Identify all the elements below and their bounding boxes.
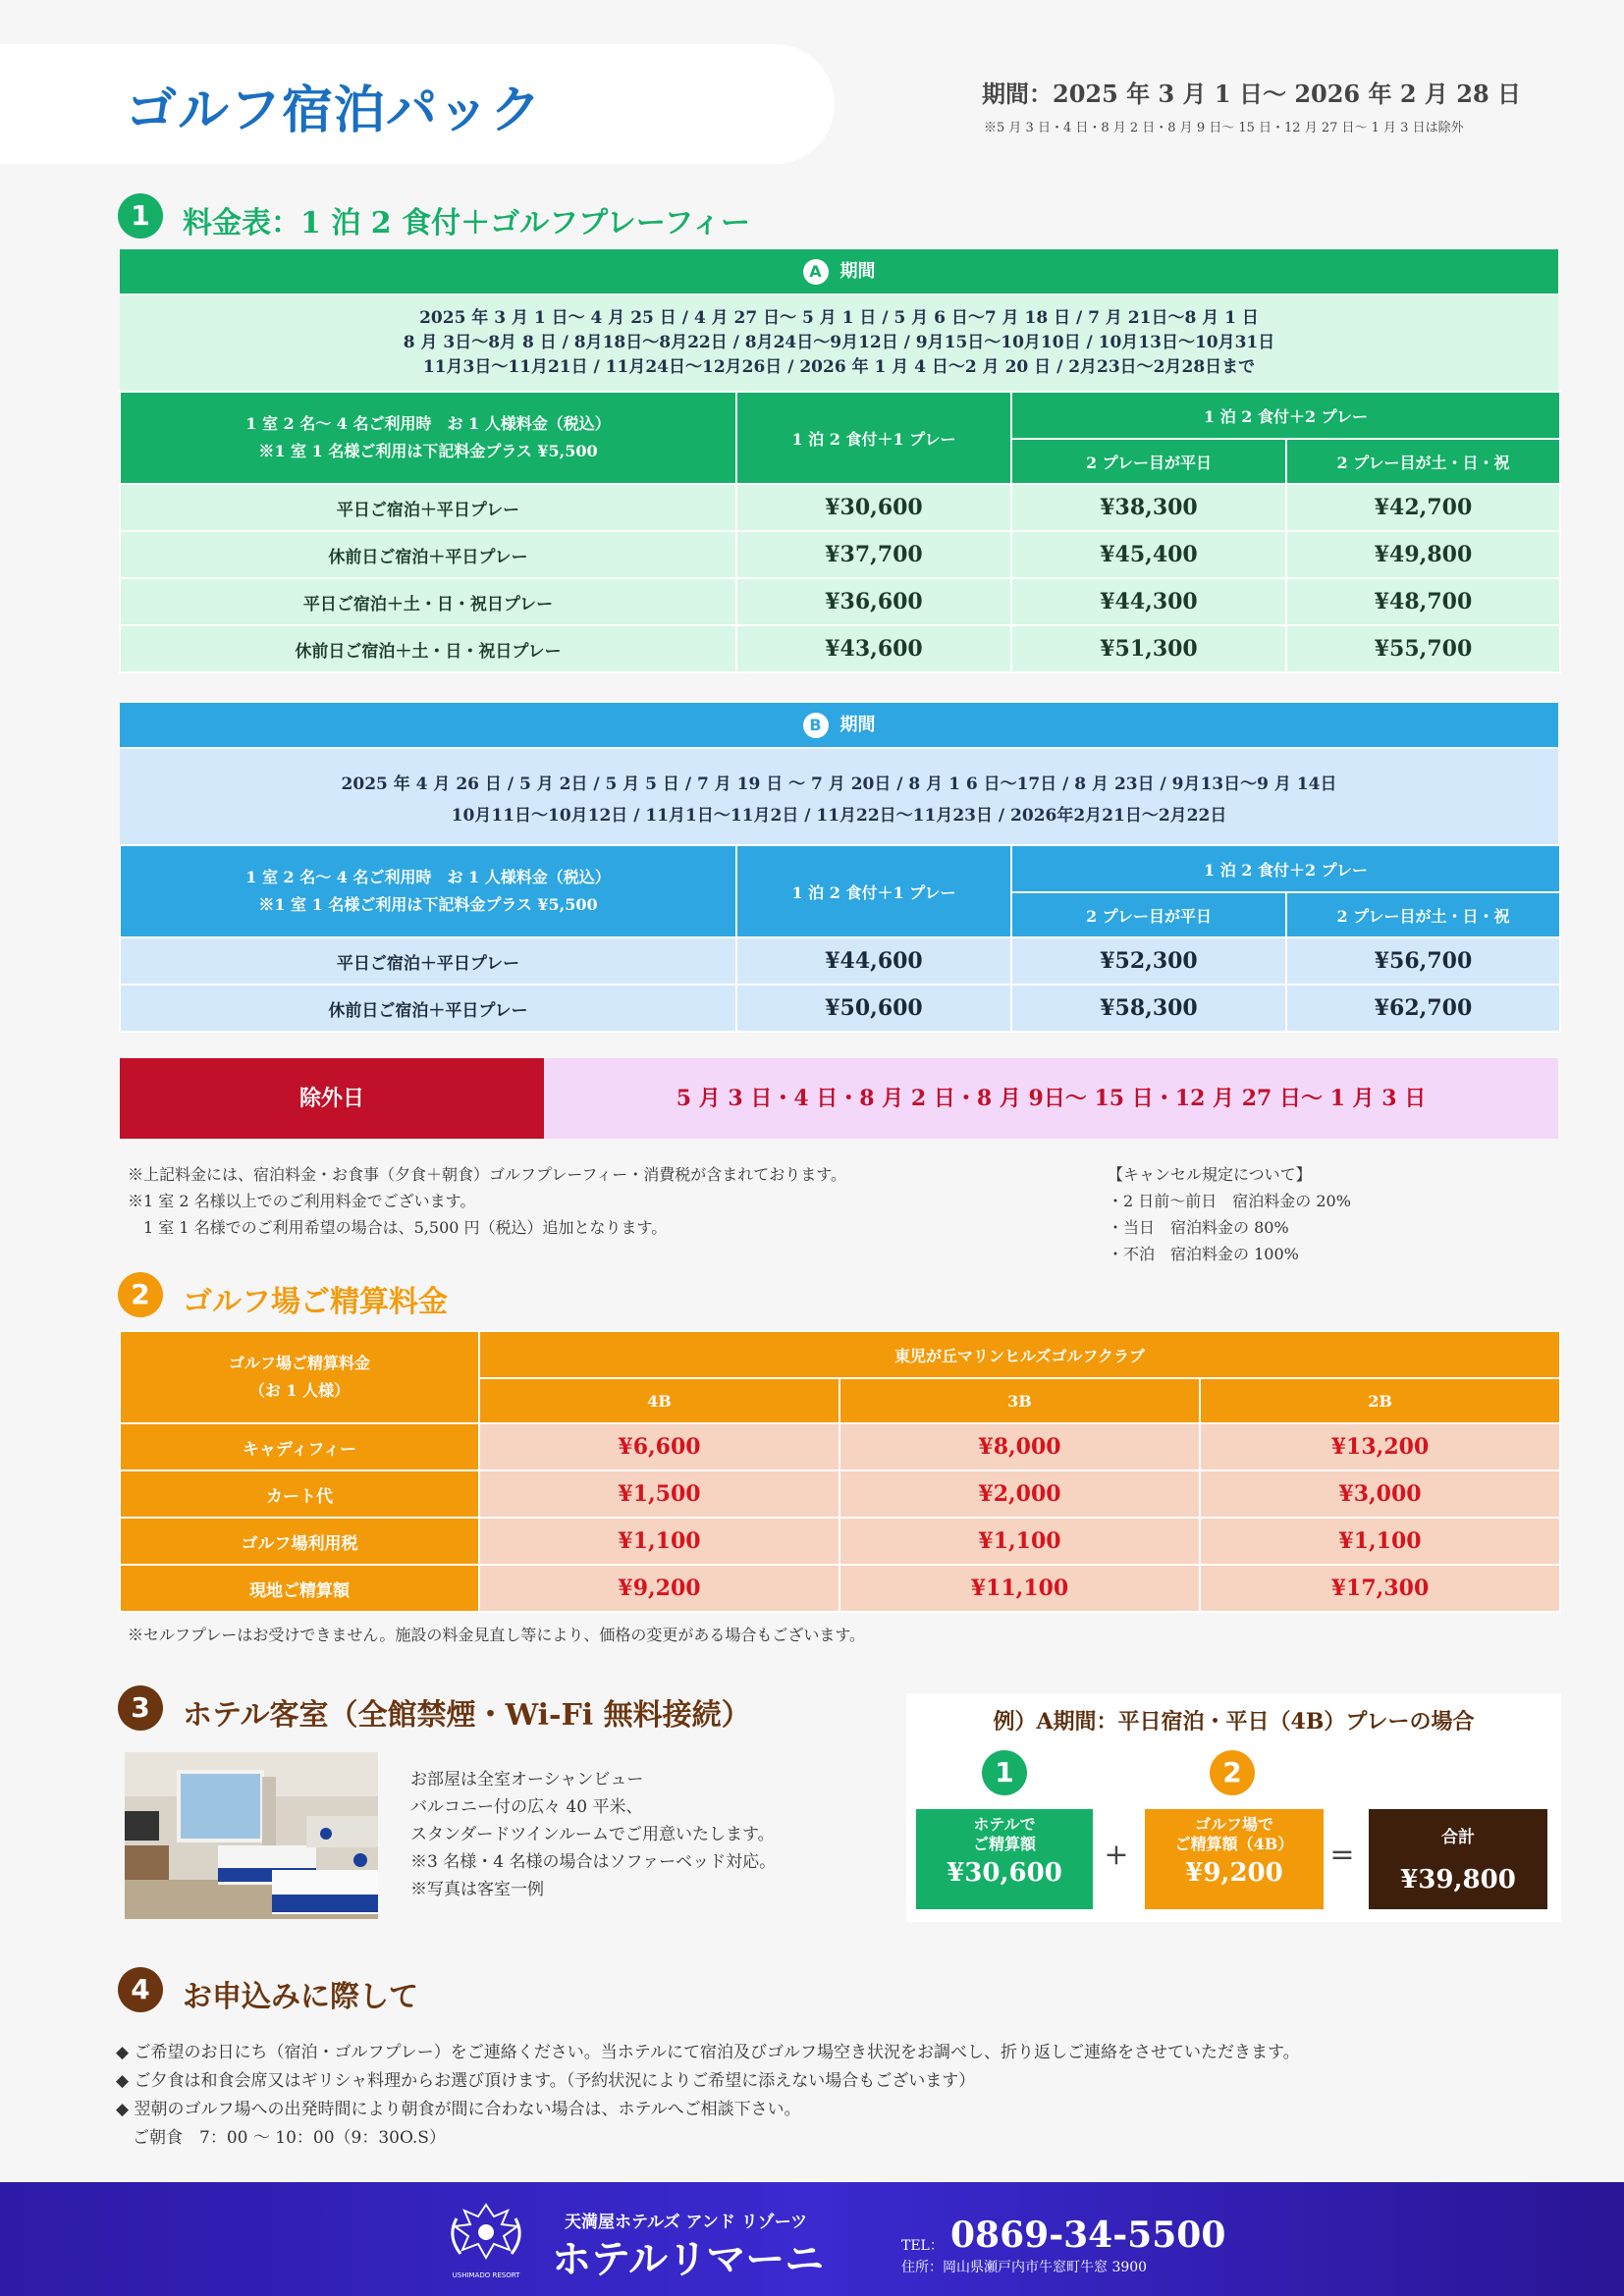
rate-b-head-weekday: 2 プレー目が平日: [1011, 892, 1286, 937]
room-desc-line: お部屋は全室オーシャンビュー: [410, 1770, 644, 1789]
golf-fee: ¥3,000: [1200, 1470, 1560, 1518]
golf-payment-value: ¥9,200: [1185, 1858, 1283, 1888]
golf-fee: ¥6,600: [479, 1423, 839, 1470]
note-line: 1 室 1 名様でのご利用希望の場合は、5,500 円（税込）追加となります。: [128, 1218, 668, 1237]
rate-a-head-one-play: 1 泊 2 食付＋1 プレー: [736, 392, 1011, 484]
golf-col-header: 3B: [839, 1378, 1200, 1423]
golf-club-name: 東児が丘マリンヒルズゴルフクラブ: [479, 1331, 1560, 1378]
period-b-band: [120, 703, 1558, 747]
total-box: [1369, 1809, 1547, 1909]
period-b-label: 期間: [839, 715, 876, 735]
rate-b-head-left-line2: ※1 室 1 名様ご利用は下記料金プラス ¥5,500: [258, 895, 598, 914]
period-a-date-line: 2025 年 3 月 1 日～ 4 月 25 日 / 4 月 27 日～ 5 月 1 日 / 5 月 6 日～7 月 18 日 / 7 月 21日～8 月 1 日: [419, 308, 1259, 328]
application-line: ◆ 翌朝のゴルフ場への出発時間により朝食が間に合わない場合は、ホテルへご相談下さい。: [116, 2100, 801, 2119]
golf-payment-label: ゴルフ場で: [1194, 1815, 1273, 1834]
golf-fee: ¥8,000: [839, 1423, 1200, 1470]
hotel-payment-label: ホテルで: [973, 1815, 1036, 1834]
rate-a-head-left-line2: ※1 室 1 名様ご利用は下記料金プラス ¥5,500: [258, 442, 598, 460]
hotel-name: ホテルリマーニ: [552, 2236, 825, 2282]
rate-price: ¥51,300: [1011, 625, 1286, 672]
table-row: [120, 1565, 1560, 1612]
section-number-2: 2: [118, 1272, 163, 1317]
rate-price: ¥50,600: [736, 985, 1011, 1032]
note-line: ※1 室 2 名様以上でのご利用料金でございます。: [128, 1192, 476, 1210]
application-line: ◆ ご夕食は和食会席又はギリシャ料理からお選び頂けます。（予約状況によりご希望に添えない場合もございます）: [116, 2071, 976, 2091]
logo-text: USHIMADO RESORT: [452, 2271, 520, 2279]
section-number-4: 4: [118, 1967, 163, 2012]
rate-row-label: 平日ご宿泊＋平日プレー: [120, 937, 736, 985]
table-row: [120, 578, 1560, 625]
golf-col-header: 2B: [1200, 1378, 1560, 1423]
golf-fee: ¥1,100: [1200, 1518, 1560, 1565]
cancel-line: 【キャンセル規定について】: [1108, 1165, 1312, 1184]
golf-note: ※セルフプレーはお受けできません。施設の料金見直し等により、価格の変更がある場合もございます。: [128, 1626, 866, 1644]
section-title-application: お申込みに際して: [183, 1980, 418, 2014]
rate-a-head-left: [120, 392, 736, 484]
rate-price: ¥30,600: [736, 484, 1011, 531]
rate-b-head-two-play: 1 泊 2 食付＋2 プレー: [1011, 845, 1560, 892]
period-text: 期間：2025 年 3 月 1 日～ 2026 年 2 月 28 日: [982, 80, 1521, 108]
cancel-line: ・不泊 宿泊料金の 100%: [1108, 1245, 1299, 1263]
golf-row-label: 現地ご精算額: [120, 1565, 479, 1612]
table-row: [120, 937, 1560, 985]
rate-price: ¥48,700: [1286, 578, 1560, 625]
rate-row-label: 平日ご宿泊＋土・日・祝日プレー: [120, 578, 736, 625]
example-step-1: 1: [982, 1750, 1027, 1795]
rate-price: ¥45,400: [1011, 531, 1286, 578]
rate-b-head-left-line1: 1 室 2 名～ 4 名ご利用時 お 1 人様料金（税込）: [245, 868, 611, 886]
section-title-room: ホテル客室（全館禁煙・Wi-Fi 無料接続）: [183, 1698, 751, 1733]
rate-table-b: [119, 844, 1561, 1033]
table-row: [120, 625, 1560, 672]
plus-sign: +: [1104, 1838, 1129, 1872]
rate-row-label: 休前日ご宿泊＋平日プレー: [120, 985, 736, 1032]
golf-row-label: ゴルフ場利用税: [120, 1518, 479, 1565]
period-a-date-line: 8 月 3日～8月 8 日 / 8月18日～8月22日 / 8月24日～9月12日 / 9月15日～10月10日 / 10月13日～10月31日: [403, 333, 1275, 352]
rate-price: ¥56,700: [1286, 937, 1560, 985]
rate-row-label: 休前日ご宿泊＋平日プレー: [120, 531, 736, 578]
rate-a-head-two-play: 1 泊 2 食付＋2 プレー: [1011, 392, 1560, 439]
table-row: [120, 1470, 1560, 1518]
golf-fee: ¥9,200: [479, 1565, 839, 1612]
period-a-band: [120, 249, 1558, 294]
golf-head-left: [120, 1331, 479, 1423]
section-number-1: 1: [118, 193, 163, 239]
rate-price: ¥38,300: [1011, 484, 1286, 531]
exclusion-label: 除外日: [120, 1058, 544, 1139]
table-row: [120, 484, 1560, 531]
room-desc-line: スタンダードツインルームでご用意いたします。: [410, 1825, 775, 1844]
golf-head-left-line1: ゴルフ場ご精算料金: [228, 1354, 370, 1372]
golf-fee: ¥1,100: [479, 1518, 839, 1565]
cancel-line: ・当日 宿泊料金の 80%: [1108, 1218, 1289, 1237]
golf-fee: ¥1,100: [839, 1518, 1200, 1565]
rate-price: ¥52,300: [1011, 937, 1286, 985]
total-label: 合計: [1441, 1828, 1475, 1847]
application-line: ◆ ご希望のお日にち（宿泊・ゴルフプレー）をご連絡ください。当ホテルにて宿泊及びゴルフ場空き状況をお調べし、折り返しご連絡をさせていただきます。: [116, 2043, 1300, 2062]
period-a-label: 期間: [839, 261, 876, 282]
hotel-payment-box: [916, 1809, 1093, 1909]
period-b-dates: [120, 749, 1558, 845]
rate-b-head-holiday: 2 プレー目が土・日・祝: [1286, 892, 1560, 937]
application-line: ご朝食 7：00 ～ 10：00（9：30O.S）: [116, 2128, 446, 2148]
example-step-2: 2: [1210, 1750, 1255, 1795]
period-b-date-line: 10月11日～10月12日 / 11月1日～11月2日 / 11月22日～11月23日 / 2026年2月21日～2月22日: [451, 806, 1227, 826]
section-title-rates: 料金表：1 泊 2 食付＋ゴルフプレーフィー: [183, 206, 750, 240]
room-description: [410, 1766, 823, 1903]
rate-row-label: 休前日ご宿泊＋土・日・祝日プレー: [120, 625, 736, 672]
section-number-3: 3: [118, 1685, 163, 1731]
period-a-badge: A: [803, 259, 829, 285]
golf-col-header: 4B: [479, 1378, 839, 1423]
golf-fee: ¥11,100: [839, 1565, 1200, 1612]
golf-fee: ¥1,500: [479, 1470, 839, 1518]
room-photo: [125, 1752, 378, 1919]
section-title-golf: ゴルフ場ご精算料金: [183, 1285, 448, 1319]
rate-price: ¥44,300: [1011, 578, 1286, 625]
total-value: ¥39,800: [1400, 1865, 1516, 1895]
period-a-date-line: 11月3日～11月21日 / 11月24日～12月26日 / 2026 年 1 月 4 日～2 月 20 日 / 2月23日～2月28日まで: [422, 357, 1256, 377]
rate-price: ¥49,800: [1286, 531, 1560, 578]
rate-a-head-weekday: 2 プレー目が平日: [1011, 439, 1286, 484]
table-row: [120, 531, 1560, 578]
golf-fee: ¥17,300: [1200, 1565, 1560, 1612]
rate-price: ¥42,700: [1286, 484, 1560, 531]
rate-price: ¥58,300: [1011, 985, 1286, 1032]
room-desc-line: バルコニー付の広々 40 平米、: [410, 1797, 643, 1817]
rate-row-label: 平日ご宿泊＋平日プレー: [120, 484, 736, 531]
rate-price: ¥36,600: [736, 578, 1011, 625]
golf-fee: ¥13,200: [1200, 1423, 1560, 1470]
example-title: 例）A期間：平日宿泊・平日（4B）プレーの場合: [993, 1709, 1475, 1735]
rate-table-a: [119, 391, 1561, 673]
room-desc-line: ※写真は客室一例: [410, 1880, 544, 1899]
cancel-line: ・2 日前～前日 宿泊料金の 20%: [1108, 1192, 1351, 1210]
page-title: ゴルフ宿泊パック: [126, 81, 543, 140]
period-note: ※5 月 3 日・4 日・8 月 2 日・8 月 9 日～ 15 日・12 月 27 日～ 1 月 3 日は除外: [984, 121, 1464, 135]
cancel-policy: [1108, 1161, 1520, 1267]
period-b-date-line: 2025 年 4 月 26 日 / 5 月 2日 / 5 月 5 日 / 7 月 19 日 ～ 7 月 20日 / 8 月 1 6 日～17日 / 8 月 23日 / 9月13日～9 月 14日: [341, 774, 1337, 794]
hotel-group-name: 天満屋ホテルズ アンド リゾーツ: [565, 2213, 808, 2232]
golf-row-label: キャディフィー: [120, 1423, 479, 1470]
rate-price: ¥55,700: [1286, 625, 1560, 672]
rate-b-head-one-play: 1 泊 2 食付＋1 プレー: [736, 845, 1011, 937]
rate-price: ¥37,700: [736, 531, 1011, 578]
golf-row-label: カート代: [120, 1470, 479, 1518]
rate-a-head-left-line1: 1 室 2 名～ 4 名ご利用時 お 1 人様料金（税込）: [245, 414, 611, 433]
hotel-logo-icon: [437, 2197, 535, 2285]
exclusion-dates: 5 月 3 日・4 日・8 月 2 日・8 月 9日～ 15 日・12 月 27 日～ 1 月 3 日: [544, 1058, 1558, 1139]
tel-label: TEL：: [901, 2238, 944, 2254]
golf-fee-table: [119, 1330, 1561, 1613]
note-line: ※上記料金には、宿泊料金・お食事（夕食＋朝食）ゴルフプレーフィー・消費税が含まれております。: [128, 1165, 847, 1184]
hotel-payment-value: ¥30,600: [947, 1858, 1062, 1888]
golf-fee: ¥2,000: [839, 1470, 1200, 1518]
rate-b-head-left: [120, 845, 736, 937]
equals-sign: =: [1329, 1838, 1355, 1872]
period-b-badge: B: [803, 713, 829, 738]
period-a-dates: [120, 295, 1558, 391]
rate-a-head-holiday: 2 プレー目が土・日・祝: [1286, 439, 1560, 484]
application-notes: [116, 2039, 1569, 2153]
rate-price: ¥43,600: [736, 625, 1011, 672]
room-desc-line: ※3 名様・4 名様の場合はソファーベッド対応。: [410, 1852, 777, 1872]
table-row: [120, 1423, 1560, 1470]
golf-head-left-line2: （お 1 人様）: [248, 1381, 351, 1400]
tel-number: 0869-34-5500: [950, 2215, 1226, 2256]
hotel-payment-label2: ご精算額: [972, 1835, 1036, 1853]
table-row: [120, 1518, 1560, 1565]
table-row: [120, 985, 1560, 1032]
rate-notes: [128, 1161, 1090, 1241]
golf-payment-label2: ご精算額（4B）: [1174, 1835, 1294, 1853]
rate-price: ¥44,600: [736, 937, 1011, 985]
rate-price: ¥62,700: [1286, 985, 1560, 1032]
golf-payment-box: [1145, 1809, 1324, 1909]
hotel-address: 住所：岡山県瀬戸内市牛窓町牛窓 3900: [901, 2260, 1148, 2275]
